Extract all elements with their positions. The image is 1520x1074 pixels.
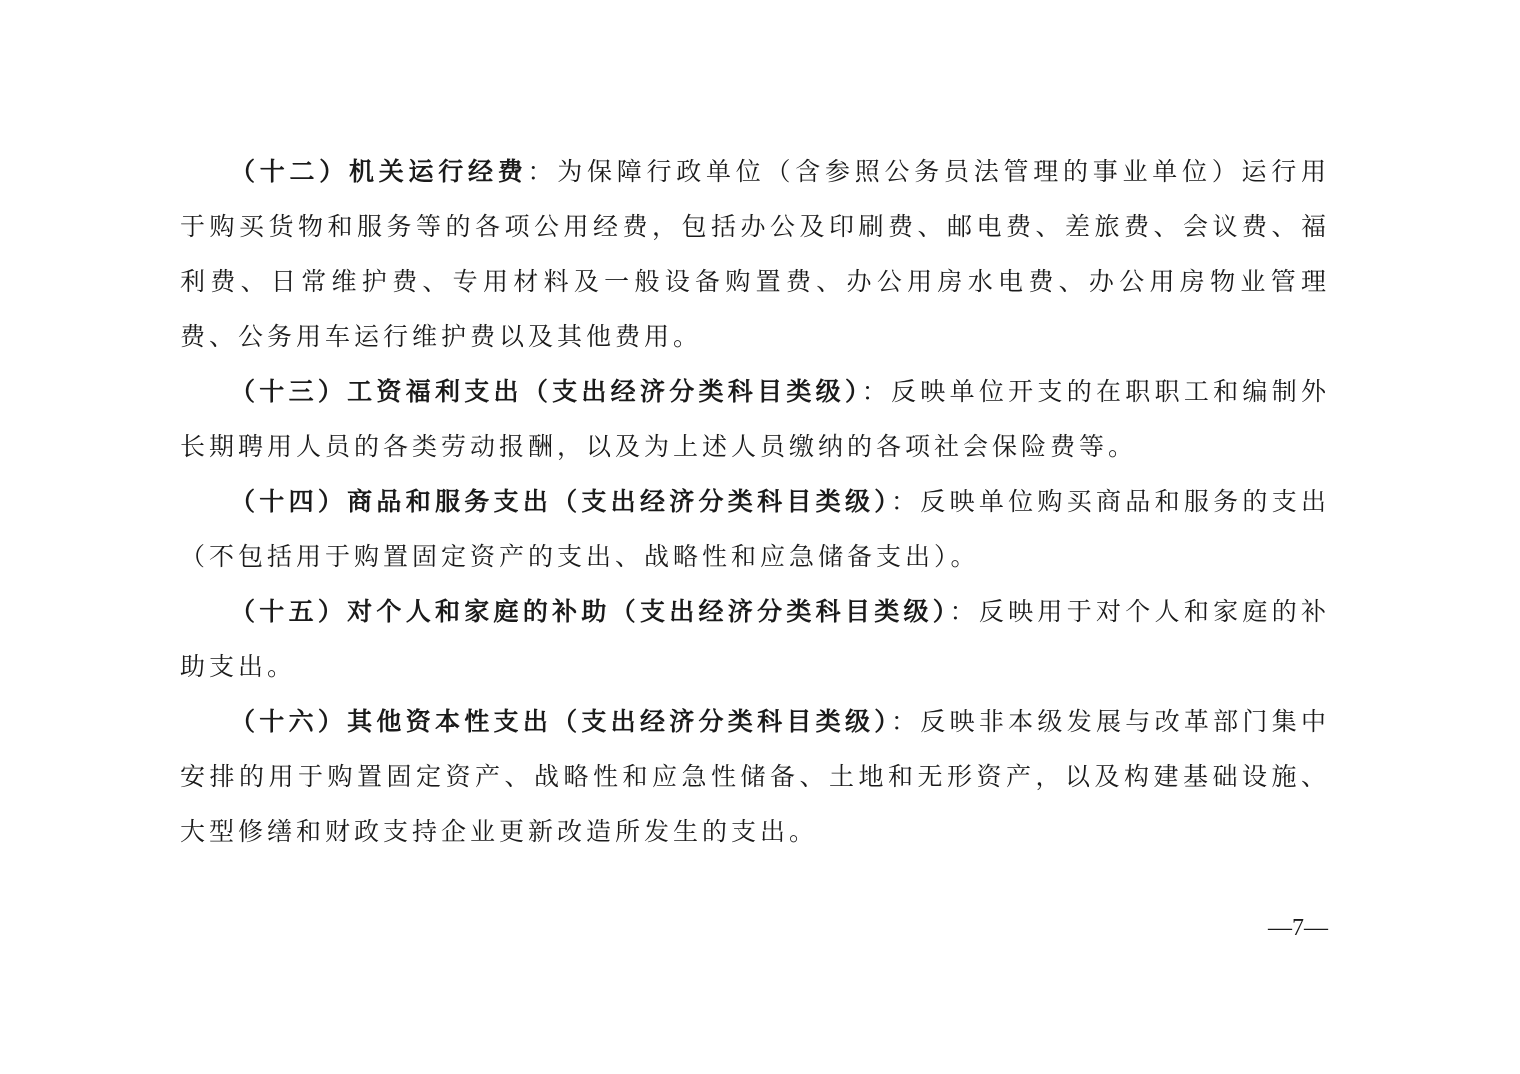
document-body — [180, 144, 1330, 859]
paragraph-13-text: ：反映单位开支的在职职工和编制外长期聘用人员的各类劳动报酬，以及为上述人员缴纳的各项社会保险费等。 — [180, 377, 1330, 461]
paragraph-12-text: ：为保障行政单位（含参照公务员法管理的事业单位）运行用于购买货物和服务等的各项公用经费，包括办公及印刷费、邮电费、差旅费、会议费、福利费、日常维护费、专用材料及一般设备购置费、办公用房水电费、办公用房物业管理费、公务用车运行维护费以及其他费用。 — [180, 157, 1330, 351]
paragraph-15-text: ：反映用于对个人和家庭的补助支出。 — [180, 597, 1330, 681]
paragraph-14-text: ：反映单位购买商品和服务的支出（不包括用于购置固定资产的支出、战略性和应急储备支出）。 — [180, 487, 1330, 571]
paragraph-16 — [180, 694, 1330, 859]
paragraph-15 — [180, 584, 1330, 694]
paragraph-14 — [180, 474, 1330, 584]
paragraph-12 — [180, 144, 1330, 364]
paragraph-13-heading: （十三）工资福利支出（支出经济分类科目类级） — [230, 377, 862, 406]
paragraph-12-heading: （十二）机关运行经费 — [230, 157, 528, 186]
page-number: —7— — [1268, 915, 1328, 941]
paragraph-16-text: ：反映非本级发展与改革部门集中安排的用于购置固定资产、战略性和应急性储备、土地和无形资产，以及构建基础设施、大型修缮和财政支持企业更新改造所发生的支出。 — [180, 707, 1330, 846]
paragraph-13 — [180, 364, 1330, 474]
paragraph-15-heading: （十五）对个人和家庭的补助（支出经济分类科目类级） — [230, 597, 950, 626]
paragraph-14-heading: （十四）商品和服务支出（支出经济分类科目类级） — [230, 487, 892, 516]
paragraph-16-heading: （十六）其他资本性支出（支出经济分类科目类级） — [230, 707, 892, 736]
